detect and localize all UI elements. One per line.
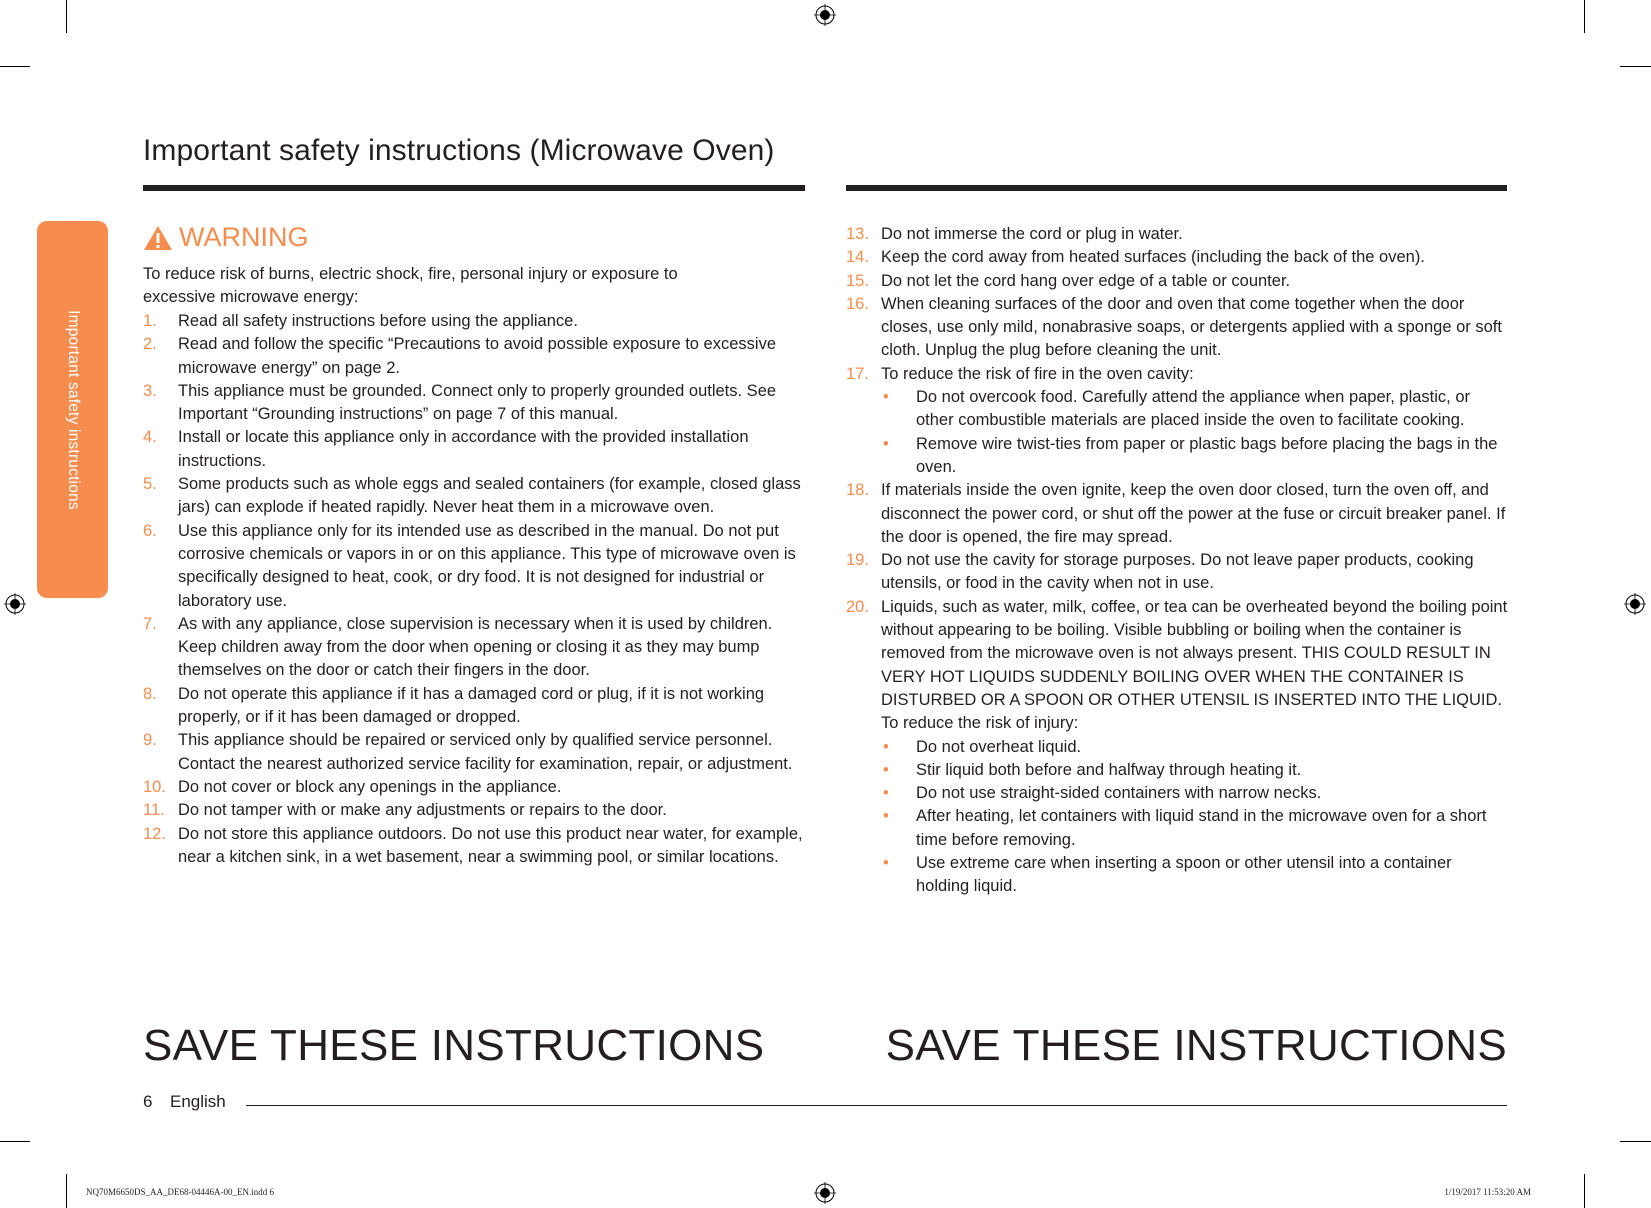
list-item-number: 20. xyxy=(846,597,869,616)
section-side-tab xyxy=(37,221,108,598)
list-item-text: Do not operate this appliance if it has a damaged cord or plug, if it is not working properly, or if it has been damaged or dropped. xyxy=(178,684,765,727)
bullet-list xyxy=(881,386,1508,479)
page-title: Important safety instructions (Microwave Oven) xyxy=(143,134,775,167)
list-item-number: 9. xyxy=(143,731,157,750)
bullet-text: Remove wire twist-ties from paper or plastic bags before placing the bags in the oven. xyxy=(916,434,1498,476)
bullet-item xyxy=(881,386,1508,433)
bullet-text: Do not overheat liquid. xyxy=(916,737,1082,756)
crop-mark xyxy=(0,1141,30,1142)
list-item-text: Install or locate this appliance only in accordance with the provided installation instructions. xyxy=(178,428,749,470)
list-item xyxy=(143,729,808,776)
list-item-number: 4. xyxy=(143,428,157,447)
print-slug-file: NQ70M6650DS_AA_DE68-04446A-00_EN.indd 6 xyxy=(86,1187,274,1197)
list-item-number: 1. xyxy=(143,312,157,330)
bullet-item xyxy=(881,736,1508,759)
bullet-text: Use extreme care when inserting a spoon or other utensil into a container holding liquid. xyxy=(916,854,1452,896)
warning-intro: To reduce risk of burns, electric shock, fire, personal injury or exposure to excessive microwave energy: xyxy=(143,265,678,307)
list-item-number: 12. xyxy=(143,824,166,843)
list-item-text: Do not use the cavity for storage purposes. Do not leave paper products, cooking utensils, or food in the cavity when not in use. xyxy=(881,551,1474,593)
list-item xyxy=(143,520,808,613)
print-slug-date: 1/19/2017 11:53:20 AM xyxy=(1444,1187,1531,1197)
bullet-item xyxy=(881,433,1508,480)
list-item xyxy=(143,823,808,870)
page-number: 6 xyxy=(143,1092,153,1111)
crop-mark xyxy=(1584,1174,1585,1208)
list-item xyxy=(143,426,808,473)
crop-mark xyxy=(1584,0,1585,33)
header-rule-right xyxy=(846,185,1507,191)
list-item xyxy=(846,223,1508,246)
list-item-number: 3. xyxy=(143,381,157,400)
list-item xyxy=(143,380,808,427)
bullet-dot-icon: • xyxy=(883,784,889,803)
list-item-number: 13. xyxy=(846,225,869,243)
bullet-item xyxy=(881,805,1508,852)
bullet-item xyxy=(881,782,1508,805)
list-item-number: 16. xyxy=(846,294,869,313)
bullet-text: Stir liquid both before and halfway through heating it. xyxy=(916,760,1302,779)
registration-mark-icon xyxy=(1624,593,1646,615)
registration-mark-icon xyxy=(814,1182,836,1204)
list-item xyxy=(143,776,808,799)
list-item-text: Do not tamper with or make any adjustments or repairs to the door. xyxy=(178,801,667,820)
bullet-dot-icon: • xyxy=(883,760,889,779)
warning-heading xyxy=(143,222,309,253)
list-item-text: Keep the cord away from heated surfaces (including the back of the oven). xyxy=(881,248,1425,267)
list-item-number: 6. xyxy=(143,521,157,540)
list-item-text: If materials inside the oven ignite, keep the oven door closed, turn the oven off, and disconnect the power cord, or shut off the power at the fuse or circuit breaker panel. If the door is opened, the fire may spread. xyxy=(881,481,1506,546)
list-item-number: 8. xyxy=(143,684,157,703)
crop-mark xyxy=(1620,1141,1651,1142)
crop-mark xyxy=(1620,66,1651,67)
header-rule-left xyxy=(143,185,805,191)
list-item xyxy=(143,613,808,683)
crop-mark xyxy=(66,1174,67,1208)
list-item-number: 10. xyxy=(143,777,166,796)
list-item-text: Use this appliance only for its intended use as described in the manual. Do not put corrosive chemicals or vapors in or on this appliance. This type of microwave oven is specifically designed to heat, cook, or dry food. It is not designed for industrial or laboratory use. xyxy=(178,521,796,610)
list-item-number: 7. xyxy=(143,614,157,633)
bullet-item xyxy=(881,759,1508,782)
list-item-text: This appliance should be repaired or serviced only by qualified service personnel. Contact the nearest authorized service facility for examination, repair, or adjustment. xyxy=(178,731,793,773)
bullet-text: After heating, let containers with liquid stand in the microwave oven for a short time before removing. xyxy=(916,807,1487,849)
list-item xyxy=(143,473,808,520)
footer-rule xyxy=(246,1105,1507,1106)
bullet-dot-icon: • xyxy=(883,434,889,453)
bullet-item xyxy=(881,852,1508,899)
registration-mark-icon xyxy=(814,4,836,26)
bullet-text: Do not use straight-sided containers with narrow necks. xyxy=(916,784,1322,803)
list-item xyxy=(846,270,1508,293)
save-instructions-right: SAVE THESE INSTRUCTIONS xyxy=(885,1021,1507,1070)
save-instructions-left: SAVE THESE INSTRUCTIONS xyxy=(143,1021,765,1070)
list-item xyxy=(143,333,808,380)
list-item xyxy=(846,596,1508,899)
list-item-text: Liquids, such as water, milk, coffee, or tea can be overheated beyond the boiling point without appearing to be boiling. Visible bubbling or boiling when the container is removed from the microwave oven is not always present. THIS COULD RESULT IN VERY HOT LIQUIDS SUDDENLY BOILING OVER WHEN THE CONTAINER IS DISTURBED OR A SPOON OR OTHER UTENSIL IS INSERTED INTO THE LIQUID. To reduce the risk of injury: xyxy=(881,597,1508,733)
instruction-list-left xyxy=(143,310,808,869)
list-item-text: Do not cover or block any openings in the appliance. xyxy=(178,777,562,796)
list-item-number: 18. xyxy=(846,481,869,500)
list-item xyxy=(143,683,808,730)
bullet-dot-icon: • xyxy=(883,388,889,407)
bullet-dot-icon: • xyxy=(883,737,889,756)
list-item-text: Some products such as whole eggs and sealed containers (for example, closed glass jars) can explode if heated rapidly. Never heat them in a microwave oven. xyxy=(178,475,801,517)
list-item xyxy=(143,310,808,333)
list-item-number: 14. xyxy=(846,248,869,267)
list-item-number: 15. xyxy=(846,271,869,290)
side-tab-label: Important safety instructions xyxy=(64,309,82,510)
list-item-text: This appliance must be grounded. Connect only to properly grounded outlets. See Important “Grounding instructions” on page 7 of this manual. xyxy=(178,381,777,424)
list-item-text: Do not immerse the cord or plug in water. xyxy=(881,225,1183,243)
list-item-text: To reduce the risk of fire in the oven cavity: xyxy=(881,364,1194,383)
list-item xyxy=(143,799,808,822)
list-item xyxy=(846,293,1508,363)
list-item-text: Do not let the cord hang over edge of a table or counter. xyxy=(881,271,1291,290)
list-item-text: Do not store this appliance outdoors. Do not use this product near water, for example, near a kitchen sink, in a wet basement, near a swimming pool, or similar locations. xyxy=(178,824,803,866)
list-item-number: 5. xyxy=(143,475,157,494)
list-item-number: 2. xyxy=(143,335,157,354)
list-item-text: When cleaning surfaces of the door and oven that come together when the door closes, use only mild, nonabrasive soaps, or detergents applied with a sponge or soft cloth. Unplug the plug before cleaning the unit. xyxy=(881,294,1502,360)
list-item-text: Read all safety instructions before using the appliance. xyxy=(178,312,578,330)
warning-triangle-icon xyxy=(143,225,173,251)
list-item-number: 17. xyxy=(846,364,869,383)
crop-mark xyxy=(0,66,30,67)
list-item xyxy=(846,549,1508,596)
footer-language: English xyxy=(170,1092,226,1111)
bullet-dot-icon: • xyxy=(883,854,889,873)
list-item xyxy=(846,363,1508,479)
warning-label: WARNING xyxy=(179,222,309,252)
list-item-text: As with any appliance, close supervision is necessary when it is used by children. Keep children away from the door when opening or closing it as they may bump themselves on the door or catch their fingers in the door. xyxy=(178,614,773,680)
bullet-list xyxy=(881,736,1508,899)
list-item-text: Read and follow the specific “Precautions to avoid possible exposure to excessive microwave energy” on page 2. xyxy=(178,335,776,377)
bullet-text: Do not overcook food. Carefully attend the appliance when paper, plastic, or other combustible materials are placed inside the oven to facilitate cooking. xyxy=(916,388,1471,430)
list-item xyxy=(846,479,1508,549)
crop-mark xyxy=(66,0,67,33)
list-item-number: 19. xyxy=(846,551,869,570)
instruction-list-right xyxy=(846,223,1508,899)
bullet-dot-icon: • xyxy=(883,807,889,826)
list-item xyxy=(846,246,1508,269)
list-item-number: 11. xyxy=(143,801,165,820)
registration-mark-icon xyxy=(4,593,26,615)
